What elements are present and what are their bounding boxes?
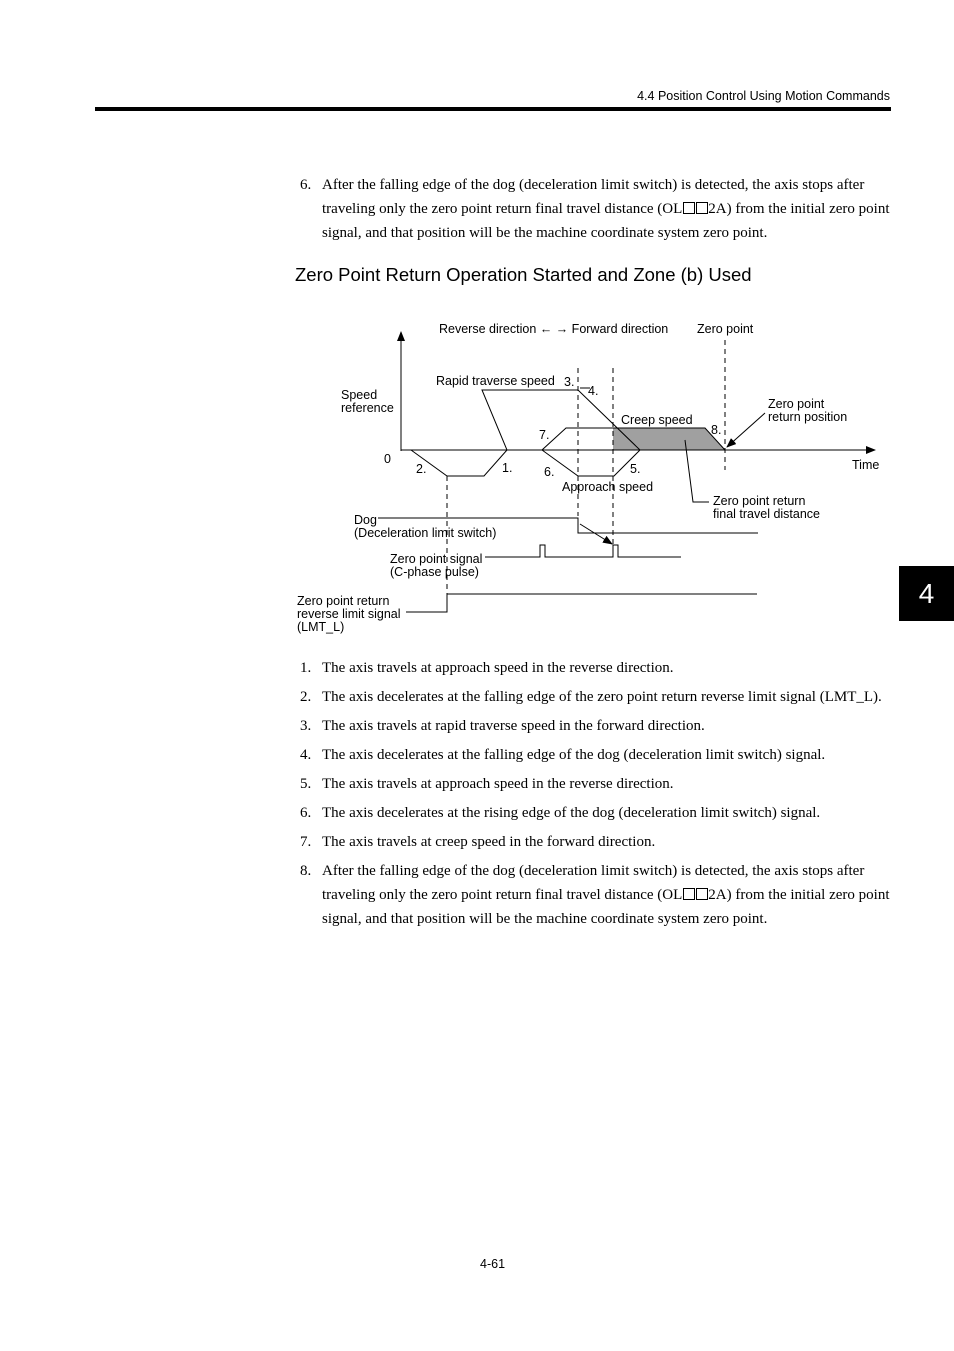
list-number: 1. — [300, 660, 312, 676]
lmt-signal — [406, 594, 757, 612]
zero-position-arrow — [727, 413, 765, 447]
list-item — [300, 801, 892, 825]
list-number: 6. — [300, 805, 312, 821]
direction-label: Reverse direction ← → Forward direction — [439, 322, 669, 336]
section-title: Zero Point Return Operation Started and Zone (b) Used — [295, 264, 752, 285]
dog-to-pulse-arrow — [580, 524, 612, 544]
list-text-post: 2A) from the initial zero point signal, and that position will be the machine coordinate system zero point. — [322, 887, 890, 927]
final-travel-label-2: final travel distance — [713, 507, 821, 521]
step-label-8: 8. — [711, 423, 722, 437]
list-number: 4. — [300, 747, 312, 763]
time-label: Time — [852, 458, 880, 472]
step-label-3: 3. — [564, 375, 575, 389]
list-text: The axis decelerates at the falling edge of the dog (deceleration limit switch) signal. — [322, 747, 826, 763]
zero-point-signal — [485, 545, 681, 557]
list-text: The axis travels at creep speed in the forward direction. — [322, 834, 656, 850]
list-number: 8. — [300, 863, 312, 879]
list-text: The axis travels at approach speed in the reverse direction. — [322, 776, 674, 792]
list-text: The axis decelerates at the rising edge of the dog (deceleration limit switch) signal. — [322, 805, 821, 821]
list-number: 7. — [300, 834, 312, 850]
lmt-label-2: reverse limit signal — [297, 607, 401, 621]
list-item — [300, 685, 892, 709]
chapter-tab: 4 — [899, 566, 954, 621]
step-label-2: 2. — [416, 462, 427, 476]
list-text-pre: After the falling edge of the dog (deceleration limit switch) is detected, the axis stops after traveling only the zero point return final travel distance (OL — [322, 177, 865, 217]
list-item — [300, 772, 892, 796]
steps-list — [300, 656, 892, 931]
running-header: 4.4 Position Control Using Motion Commands — [637, 89, 890, 103]
lmt-label-3: (LMT_L) — [297, 620, 345, 634]
list-number: 3. — [300, 718, 312, 734]
step-label-5: 5. — [630, 462, 641, 476]
creep-speed-label: Creep speed — [621, 413, 693, 427]
final-travel-label-1: Zero point return — [713, 494, 806, 508]
zero-label: 0 — [384, 452, 391, 466]
list-text-pre: After the falling edge of the dog (deceleration limit switch) is detected, the axis stops after traveling only the zero point return final travel distance (OL — [322, 863, 865, 903]
list-item — [300, 830, 892, 854]
step-label-1: 1. — [502, 461, 513, 475]
zero-signal-label-2: (C-phase pulse) — [390, 565, 479, 579]
step-label-7: 7. — [539, 428, 550, 442]
list-item — [300, 859, 892, 931]
list-number: 6. — [300, 177, 312, 193]
speed-reference-label-1: Speed — [341, 388, 378, 402]
zero-signal-label-1: Zero point signal — [390, 552, 483, 566]
placeholder-box-icon — [683, 888, 695, 900]
dog-label-1: Dog — [354, 513, 377, 527]
zero-return-position-label-2: return position — [768, 410, 848, 424]
list-text: The axis decelerates at the falling edge of the zero point return reverse limit signal (LMT_L). — [322, 689, 882, 705]
approach-speed-label: Approach speed — [562, 480, 654, 494]
list-item — [300, 656, 892, 680]
zero-point-return-diagram — [0, 0, 954, 660]
speed-reference-label-2: reference — [341, 401, 394, 415]
zero-point-label: Zero point — [697, 322, 754, 336]
step-label-4: 4. — [588, 384, 599, 398]
dog-label-2: (Deceleration limit switch) — [354, 526, 497, 540]
page-number: 4-61 — [480, 1257, 506, 1271]
list-item — [300, 714, 892, 738]
placeholder-box-icon — [696, 888, 708, 900]
rapid-traverse-label: Rapid traverse speed — [436, 374, 555, 388]
list-text-post: 2A) from the initial zero point signal, and that position will be the machine coordinate system zero point. — [322, 201, 890, 241]
list-item — [300, 743, 892, 767]
zero-return-position-label-1: Zero point — [768, 397, 825, 411]
lmt-label-1: Zero point return — [297, 594, 390, 608]
list-number: 5. — [300, 776, 312, 792]
list-number: 2. — [300, 689, 312, 705]
list-text: The axis travels at approach speed in the reverse direction. — [322, 660, 674, 676]
list-text: The axis travels at rapid traverse speed in the forward direction. — [322, 718, 705, 734]
step-label-6: 6. — [544, 465, 555, 479]
